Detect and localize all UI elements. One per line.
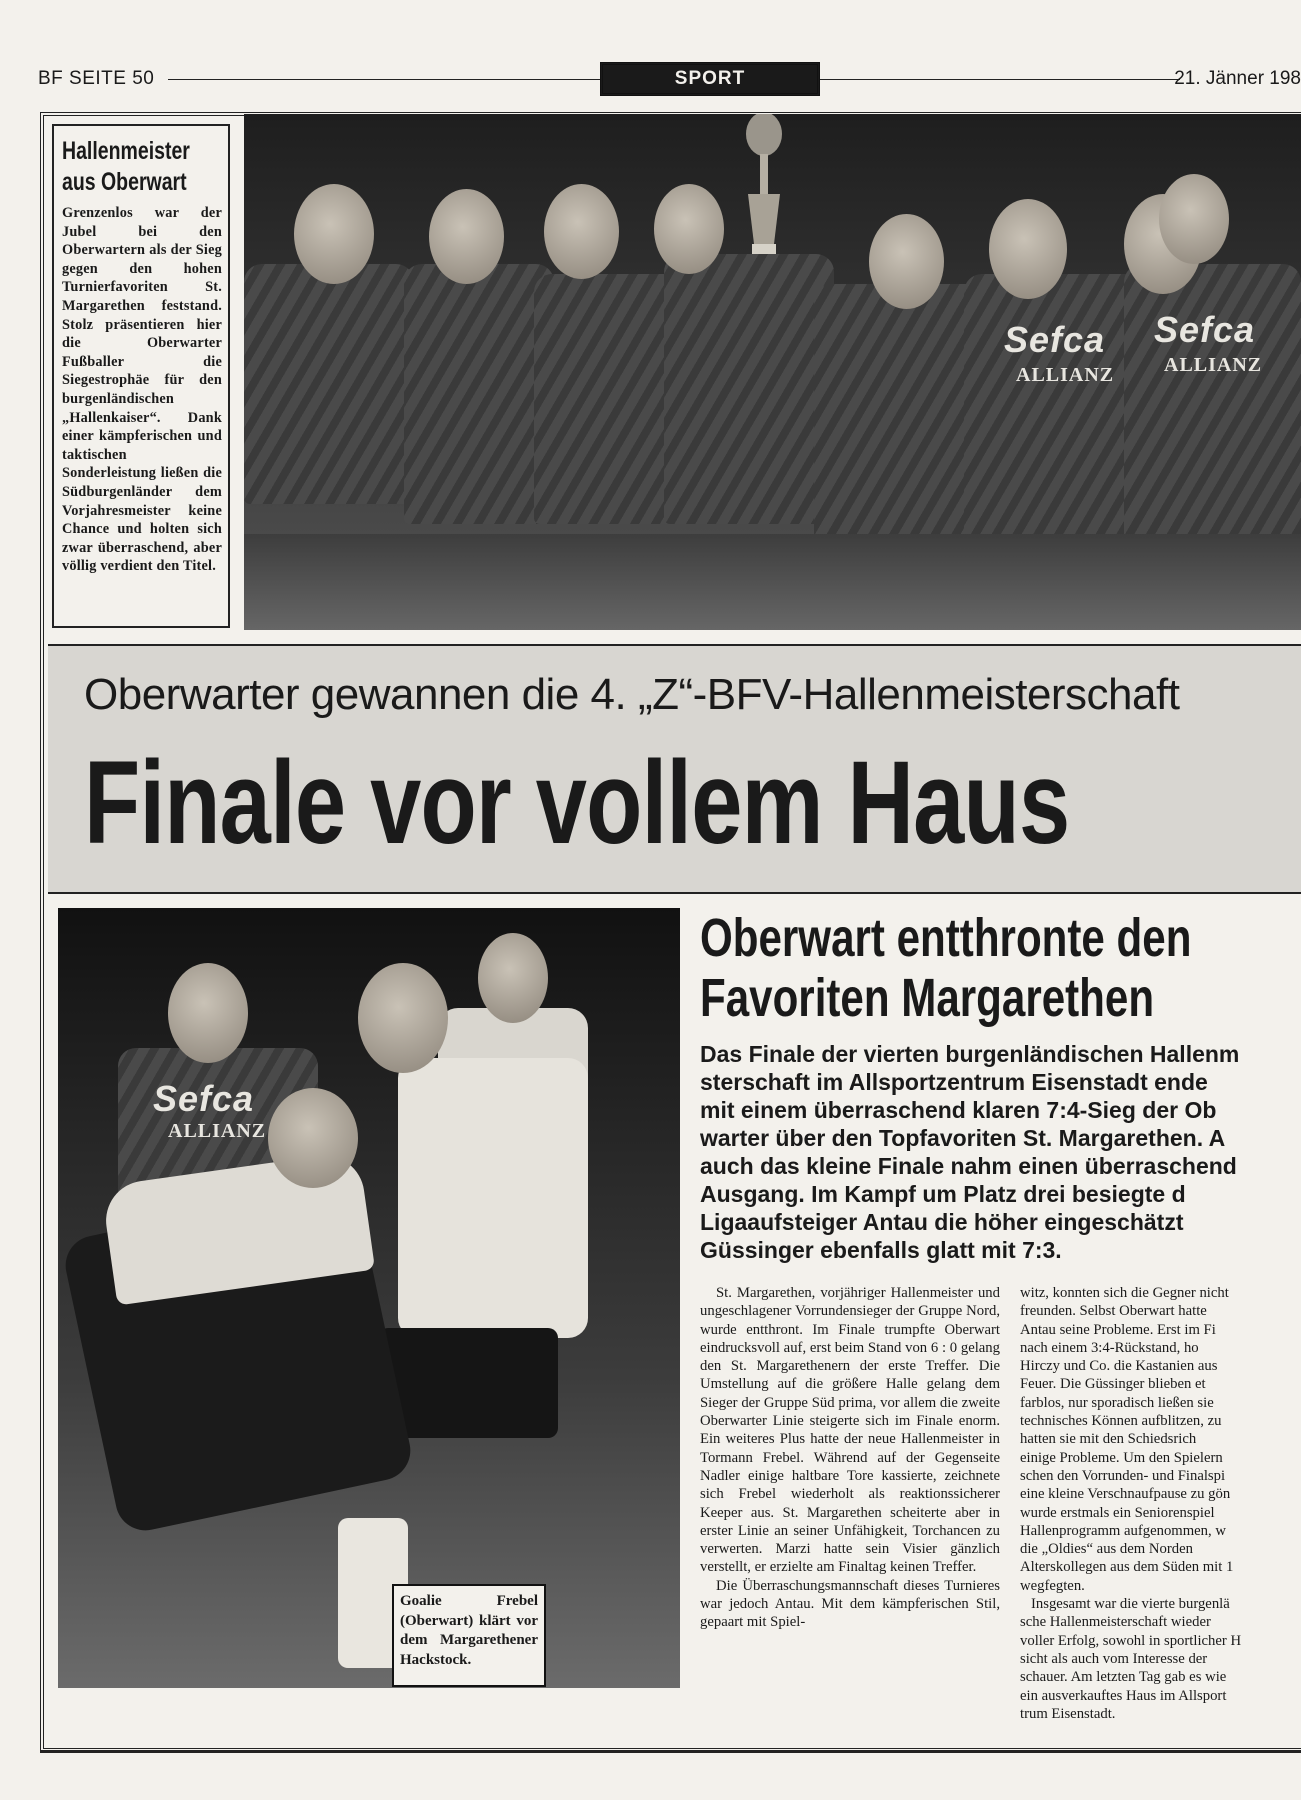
- headline-main: Finale vor vollem Haus: [84, 737, 1070, 869]
- lead-line: warter über den Topfavoriten St. Margarethen. A: [700, 1125, 1226, 1151]
- player-head: [294, 184, 374, 284]
- player-figure: [404, 264, 554, 524]
- bottom-rule: [40, 1750, 1301, 1759]
- jersey-sponsor-text: Sefca: [153, 1078, 255, 1119]
- body-paragraph: St. Margarethen, vorjähriger Hallenmeister und ungeschlagener Vorrundensieger der Gruppe Nord, wurde entthront. Im Finale trumpfte Oberwart eindrucksvoll auf, erst beim Stand von 6 : 0 gelang den St. Margarethenern der erste Treffer. Die Umstellung auf die größere Halle gelang dem Sieger der Gruppe Süd prima, vor allem die zweite Oberwarter Linie steigerte sich im Finale enorm. Ein weiteres Plus hatte der neue Hallenmeister in Tormann Frebel. Während auf der Gegenseite Nadler einige haltbare Tore kassierte, zeichnete sich Frebel wiederholt als reaktionssicherer Keeper aus. St. Margarethen scheiterte aber in erster Linie an seiner Unfähigkeit, Torchancen zu verwerten. Marzi hatte sein Visier gänzlich verstellt, er erzielte am Finaltag keinen Treffer.: [700, 1285, 1000, 1576]
- body-line: farblos, nur sporadisch ließen sie: [1020, 1394, 1214, 1411]
- photo-floor: [244, 534, 1301, 630]
- player-head: [429, 189, 504, 284]
- player-head: [478, 933, 548, 1023]
- jersey-sponsor-text: Sefca: [1154, 309, 1256, 350]
- body-line: trum Eisenstadt.: [1020, 1705, 1116, 1722]
- player-figure: [398, 1058, 588, 1338]
- lead-line: mit einem überraschend klaren 7:4-Sieg der Ob: [700, 1097, 1217, 1123]
- jersey-sponsor-sub: ALLIANZ: [1016, 364, 1115, 386]
- player-head: [358, 963, 448, 1073]
- article-column-2: [1020, 1284, 1301, 1723]
- player-figure: [664, 254, 834, 524]
- section-badge: [600, 62, 820, 96]
- body-line: voller Erfolg, sowohl in sportlicher H: [1020, 1632, 1242, 1649]
- player-figure: [964, 274, 1144, 554]
- jersey-sponsor-sub: ALLIANZ: [168, 1120, 267, 1142]
- body-paragraph: Die Überraschungsmannschaft dieses Turnieres war jedoch Antau. Mit dem kämpferischen Stil, gepaart mit Spiel-: [700, 1577, 1000, 1631]
- player-head: [989, 199, 1067, 299]
- body-line: Hirczy und Co. die Kastanien aus: [1020, 1358, 1218, 1375]
- player-head: [869, 214, 944, 309]
- lead-line: auch das kleine Finale nahm einen überraschend: [700, 1153, 1237, 1179]
- caption-text: Grenzenlos war der Jubel bei den Oberwartern als der Sieg gegen den hohen Turnierfavoriten St. Margarethen feststand. Stolz präsentieren hier die Oberwarter Fußballer die Siegestrophäe für den burgenländischen „Hallenkaiser“. Dank einer kämpferischen und taktischen Sonderleistung ließen die Südburgenländer dem Vorjahresmeister keine Chance und holten sich zwar überraschend, aber völlig verdient den Titel.: [62, 205, 222, 575]
- body-line: eine kleine Verschnaufpause zu gön: [1020, 1486, 1231, 1503]
- player-figure: [244, 264, 414, 504]
- body-line: ein ausverkauftes Haus im Allsport: [1020, 1687, 1227, 1704]
- article-column-1: [700, 1284, 1000, 1632]
- body-line: die „Oldies“ aus dem Norden: [1020, 1541, 1193, 1558]
- body-line: sicht als auch vom Interesse der: [1020, 1650, 1208, 1667]
- body-line: Alterskollegen aus dem Süden mit 1: [1020, 1559, 1234, 1576]
- player-figure: [814, 284, 984, 544]
- page-number: BF SEITE 50: [38, 68, 155, 89]
- player-head: [268, 1088, 358, 1188]
- body-line: sche Hallenmeisterschaft wieder: [1020, 1614, 1211, 1631]
- body-line: einige Probleme. Um den Spielern: [1020, 1449, 1223, 1466]
- player-figure: [534, 274, 684, 524]
- body-line: hatten sie mit den Schiedsrich: [1020, 1431, 1197, 1448]
- lead-line: Ligaaufsteiger Antau die höher eingeschätzt: [700, 1209, 1184, 1235]
- player-figure: [1124, 264, 1301, 554]
- body-line: technisches Können aufblitzen, zu: [1020, 1413, 1222, 1430]
- header-rule-right: [820, 79, 1180, 80]
- body-line: witz, konnten sich die Gegner nicht: [1020, 1285, 1229, 1301]
- player-head: [1159, 174, 1229, 264]
- body-line: Antau seine Probleme. Erst im Fi: [1020, 1321, 1216, 1338]
- body-line: freunden. Selbst Oberwart hatte: [1020, 1303, 1207, 1320]
- issue-date: 21. Jänner 198: [1174, 68, 1301, 89]
- player-head: [544, 184, 619, 279]
- photo-caption: Goalie Frebel (Oberwart) klärt vor dem Margarethener Hackstock.: [392, 1584, 546, 1687]
- body-line: schen den Vorrunden- und Finalspi: [1020, 1467, 1226, 1484]
- jersey-sponsor-sub: ALLIANZ: [1164, 354, 1263, 376]
- player-head: [168, 963, 248, 1063]
- caption-heading: Hallenmeister aus Oberwart: [62, 137, 190, 196]
- lead-line: Das Finale der vierten burgenländischen Hallenm: [700, 1041, 1240, 1067]
- photo-caption-box: [52, 124, 230, 628]
- article-headline: [700, 908, 1301, 1028]
- body-line: wegfegten.: [1020, 1577, 1085, 1594]
- goalkeeper-action-photo: [58, 908, 680, 1688]
- lead-line: sterschaft im Allsportzentrum Eisenstadt ende: [700, 1069, 1208, 1095]
- article-lead: [700, 1040, 1301, 1264]
- body-line: Feuer. Die Güssinger blieben et: [1020, 1376, 1206, 1393]
- page-header: [38, 62, 1301, 96]
- body-line: wurde erstmals ein Seniorenspiel: [1020, 1504, 1215, 1521]
- team-celebration-photo: [244, 114, 1301, 630]
- headline-band: [48, 644, 1301, 894]
- lead-line: Güssinger ebenfalls glatt mit 7:3.: [700, 1237, 1062, 1263]
- jersey-sponsor-text: Sefca: [1004, 319, 1106, 360]
- section-label: SPORT: [674, 68, 746, 89]
- body-line: nach einem 3:4-Rückstand, ho: [1020, 1339, 1199, 1356]
- article-title: Oberwart entthronte den Favoriten Margarethen: [700, 908, 1192, 1028]
- player-head: [654, 184, 724, 274]
- body-line: schauer. Am letzten Tag gab es wie: [1020, 1669, 1227, 1686]
- lead-line: Ausgang. Im Kampf um Platz drei besiegte d: [700, 1181, 1186, 1207]
- body-line: Hallenprogramm aufgenommen, w: [1020, 1522, 1226, 1539]
- header-rule-left: [168, 79, 600, 80]
- headline-kicker: Oberwarter gewannen die 4. „Z“-BFV-Hallenmeisterschaft: [84, 670, 1180, 719]
- body-line: Insgesamt war die vierte burgenlä: [1020, 1596, 1230, 1613]
